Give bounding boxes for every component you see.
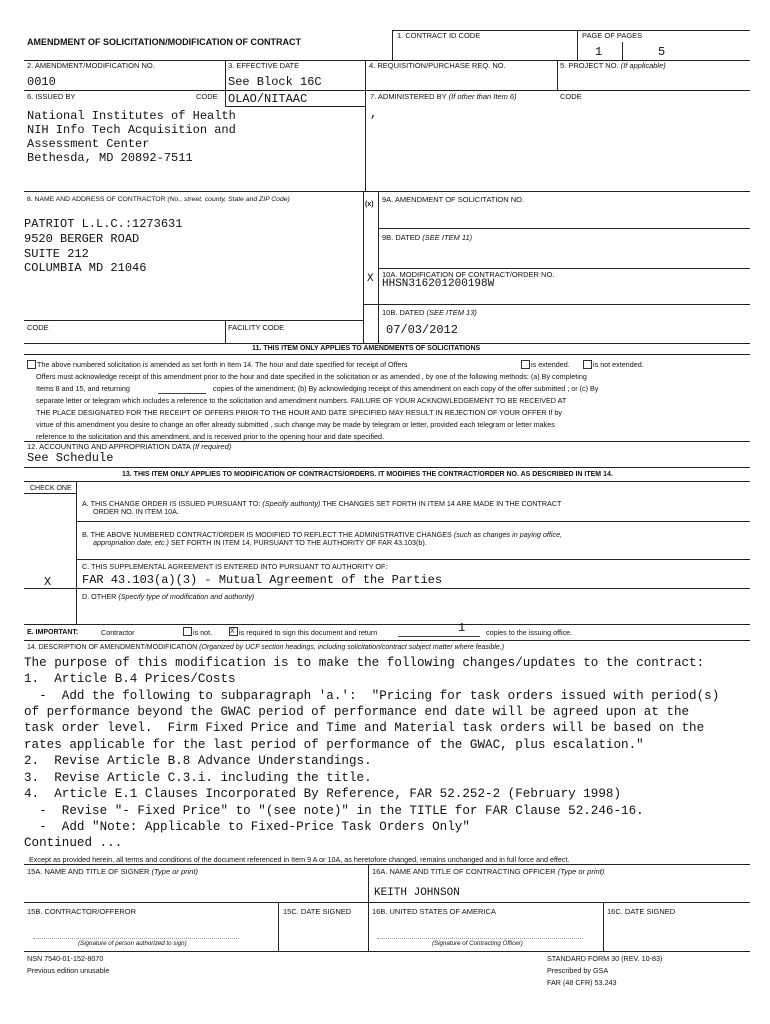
copies-text: copies to the issuing office. — [486, 628, 573, 637]
contractor-line: SUITE 212 — [24, 247, 89, 261]
administered-value: , — [370, 107, 378, 121]
modification-10a-label: 10A. MODIFICATION OF CONTRACT/ORDER NO. — [382, 270, 555, 279]
effective-date-value: See Block 16C — [228, 75, 322, 89]
divider — [368, 864, 369, 951]
row-line — [24, 90, 750, 91]
item-11-text: separate letter or telegram which includes a reference to the solicitation and amendment numbers. FAILURE OF YOUR ACKNOWLEDGEMENT TO BE RECEIVED AT — [36, 396, 567, 405]
description-line: - Add "Note: Applicable to Fixed-Price Task Orders Only" — [24, 820, 470, 834]
contractor-line: COLUMBIA MD 21046 — [24, 261, 147, 275]
item-13-header: 13. THIS ITEM ONLY APPLIES TO MODIFICATION OF CONTRACTS/ORDERS. IT MODIFIES THE CONTRACT/ORDER NO. AS DESCRIBED IN ITEM 14. — [122, 471, 613, 478]
row-line — [76, 521, 750, 522]
contractor-signature-line[interactable] — [33, 938, 239, 939]
amendment-solicitation-label: 9A. AMENDMENT OF SOLICITATION NO. — [382, 195, 525, 204]
description-line: 4. Article E.1 Clauses Incorporated By Reference, FAR 52.252-2 (February 1998) — [24, 787, 622, 801]
is-not-extended-checkbox[interactable] — [583, 360, 592, 369]
contractor-code-label: CODE — [27, 323, 49, 332]
row-line — [24, 354, 750, 355]
contracting-officer-name: KEITH JOHNSON — [374, 887, 460, 899]
signer-label: 15A. NAME AND TITLE OF SIGNER (Type or print) — [27, 867, 199, 876]
item-13a-text: ORDER NO. IN ITEM 10A. — [93, 507, 179, 516]
item-11-text: Offers must acknowledge receipt of this amendment prior to the hour and date specified in the solicitation or as amended , by one of the following methods: (a) By completing — [36, 372, 587, 381]
dated-10b-value: 07/03/2012 — [386, 323, 459, 337]
divider — [76, 481, 77, 624]
item-11-text: The above numbered solicitation is amended as set forth in Item 14. The hour and date specified for receipt of Offers — [37, 360, 408, 369]
description-line: rates applicable for the last period of performance of the GWAC, plus escalation." — [24, 738, 644, 752]
description-line: task order level. Firm Fixed Price and Time and Material task orders will be based on the — [24, 721, 705, 735]
important-label: E. IMPORTANT: — [27, 629, 79, 636]
previous-edition-note: Previous edition unusable — [27, 966, 110, 975]
item-13c-text: C. THIS SUPPLEMENTAL AGREEMENT IS ENTERED INTO PURSUANT TO AUTHORITY OF: — [82, 562, 388, 571]
row-line — [363, 304, 750, 305]
divider — [603, 902, 604, 951]
row-line — [24, 588, 750, 589]
signature-person-caption: (Signature of person authorized to sign) — [78, 940, 187, 947]
description-line: 1. Article B.4 Prices/Costs — [24, 672, 236, 686]
contract-order-number: HHSN316201200198W — [382, 278, 495, 290]
issued-by-line: NIH Info Tech Acquisition and — [27, 123, 236, 137]
row-line — [24, 902, 750, 903]
row-line — [378, 268, 750, 269]
item-11-text: copies of the amendment; (b) By acknowledging receipt of this amendment on each copy of the offer submitted ; or (c) By — [213, 384, 599, 393]
issued-by-line: National Institutes of Health — [27, 109, 236, 123]
contractor-line: PATRIOT L.L.C.:1273631 — [24, 217, 183, 231]
row-line — [24, 320, 363, 321]
description-line: The purpose of this modification is to make the following changes/updates to the contract: — [24, 656, 705, 670]
description-line: of performance beyond the GWAC period of performance end date will be agreed upon at the — [24, 705, 690, 719]
row-line — [24, 951, 750, 952]
contractor-word: Contractor — [101, 628, 135, 637]
item-13d-text: D. OTHER (Specify type of modification and authority) — [82, 592, 255, 601]
item-13c-authority: FAR 43.103(a)(3) - Mutual Agreement of the Parties — [82, 573, 443, 587]
issued-by-line: Bethesda, MD 20892-7511 — [27, 151, 193, 165]
divider — [278, 902, 279, 951]
description-line: - Revise "- Fixed Price" to "(see note)" in the TITLE for FAR Clause 52.246-16. — [24, 804, 644, 818]
is-extended-label: is extended. — [531, 360, 570, 369]
row-line — [24, 493, 76, 494]
contracting-officer-label: 16A. NAME AND TITLE OF CONTRACTING OFFICER (Type or print) — [372, 867, 605, 876]
contractor-line: 9520 BERGER ROAD — [24, 232, 140, 246]
description-label: 14. DESCRIPTION OF AMENDMENT/MODIFICATION (Organized by UCF section headings, including solicitation/contract subject matter where feasible.) — [27, 644, 505, 651]
item-13c-mark: X — [44, 575, 52, 589]
nsn-number: NSN 7540-01-152-8070 — [27, 954, 104, 963]
row-line — [24, 624, 750, 625]
item-11-header: 11. THIS ITEM ONLY APPLIES TO AMENDMENTS OF SOLICITATIONS — [252, 345, 481, 352]
x-column-header: (x) — [365, 201, 374, 208]
form-title: AMENDMENT OF SOLICITATION/MODIFICATION OF CONTRACT — [27, 37, 301, 47]
far-citation: FAR (48 CFR) 53.243 — [547, 978, 617, 987]
copies-line — [398, 636, 480, 637]
administered-by-label: 7. ADMINISTERED BY (If other than Item 6) — [370, 92, 517, 101]
dated-9b-label: 9B. DATED (SEE ITEM 11) — [382, 233, 473, 242]
dated-10b-label: 10B. DATED (SEE ITEM 13) — [382, 308, 477, 317]
item-11-text: THE PLACE DESIGNATED FOR THE RECEIPT OF OFFERS PRIOR TO THE HOUR AND DATE SPECIFIED MAY RESULT IN REJECTION OF YOUR OFFER If by — [36, 408, 562, 417]
modification-10a-mark: X — [367, 273, 374, 285]
divider — [622, 42, 623, 60]
row-line — [24, 481, 750, 482]
description-line: 3. Revise Article C.3.i. including the title. — [24, 771, 372, 785]
page-label: PAGE OF PAGES — [582, 31, 643, 40]
row-line — [24, 864, 750, 865]
is-not-extended-label: is not extended. — [593, 360, 644, 369]
administered-code-label: CODE — [560, 92, 582, 101]
facility-code-label: FACILITY CODE — [228, 323, 285, 332]
total-pages: 5 — [658, 45, 666, 59]
divider — [392, 30, 393, 60]
prescribed-by: Prescribed by GSA — [547, 966, 609, 975]
divider — [225, 320, 226, 343]
check-one-label: CHECK ONE — [30, 485, 72, 492]
is-extended-checkbox[interactable] — [521, 360, 530, 369]
divider — [365, 90, 366, 191]
item-13b-text: B. THE ABOVE NUMBERED CONTRACT/ORDER IS MODIFIED TO REFLECT THE ADMINISTRATIVE CHANGES (such as changes in paying office, — [82, 530, 563, 539]
issued-code-label: CODE — [196, 92, 218, 101]
is-required-check-mark: X — [230, 628, 235, 635]
amendment-no-label: 2. AMENDMENT/MODIFICATION NO. — [27, 61, 155, 70]
accounting-value: See Schedule — [27, 451, 114, 465]
divider — [557, 60, 558, 90]
except-text: Except as provided herein, all terms and conditions of the document referenced in Item 9 A or 10A, as heretofore changed, remains unchanged and in full force and effect. — [29, 855, 570, 864]
amendment-no-value: 0010 — [27, 75, 56, 89]
requisition-label: 4. REQUISITION/PURCHASE REQ. NO. — [369, 61, 506, 70]
divider — [577, 30, 578, 60]
solicitation-amended-checkbox[interactable] — [27, 360, 36, 369]
date-signed-16c-label: 16C. DATE SIGNED — [607, 907, 676, 916]
description-line: 2. Revise Article B.8 Advance Understandings. — [24, 754, 372, 768]
item-11-text: reference to the solicitation and this amendment, and is received prior to the opening hour and date specified. — [36, 432, 385, 441]
effective-date-label: 3. EFFECTIVE DATE — [228, 61, 300, 70]
is-not-checkbox[interactable] — [183, 627, 192, 636]
row-line — [24, 467, 750, 468]
item-11-text: virtue of this amendment you desire to change an offer already submitted , such change may be made by telegram or letter, provided each telegram or letter makes — [36, 420, 555, 429]
issued-by-label: 6. ISSUED BY — [27, 92, 76, 101]
signature-officer-caption: (Signature of Contracting Officer) — [432, 940, 523, 947]
is-required-text: is required to sign this document and return — [239, 628, 378, 637]
row-line — [24, 343, 750, 344]
item-11-text: Items 8 and 15, and returning — [36, 384, 130, 393]
row-line — [24, 191, 750, 192]
officer-signature-line[interactable] — [377, 938, 583, 939]
row-line — [76, 559, 750, 560]
accounting-label: 12. ACCOUNTING AND APPROPRIATION DATA (If required) — [27, 442, 232, 451]
row-line — [378, 228, 750, 229]
divider — [363, 191, 364, 343]
divider — [378, 191, 379, 343]
issued-code-value: OLAO/NITAAC — [228, 92, 308, 106]
row-line — [24, 640, 750, 641]
copies-blank — [158, 393, 206, 394]
contract-id-label: 1. CONTRACT ID CODE — [397, 31, 481, 40]
item-13b-text: appropriation date, etc.) SET FORTH IN ITEM 14, PURSUANT TO THE AUTHORITY OF FAR 43.103(b). — [93, 538, 427, 547]
issued-by-line: Assessment Center — [27, 137, 150, 151]
description-line: - Add the following to subparagraph 'a.': "Pricing for task orders issued with period(s) — [24, 689, 720, 703]
page-number: 1 — [595, 45, 603, 59]
item-13a-text: A. THIS CHANGE ORDER IS ISSUED PURSUANT TO: (Specify authority) THE CHANGES SET FORTH IN ITEM 14 ARE MADE IN THE CONTRACT — [82, 499, 562, 508]
description-line: Continued ... — [24, 836, 123, 850]
project-no-label: 5. PROJECT NO. (If applicable) — [560, 61, 666, 70]
divider — [225, 60, 226, 106]
copies-count: 1 — [458, 621, 466, 635]
date-signed-15c-label: 15C. DATE SIGNED — [283, 907, 352, 916]
standard-form-number: STANDARD FORM 30 (REV. 10-83) — [547, 954, 663, 963]
united-states-label: 16B. UNITED STATES OF AMERICA — [372, 907, 496, 916]
contractor-label: 8. NAME AND ADDRESS OF CONTRACTOR (No., street, county, State and ZIP Code) — [27, 196, 290, 203]
is-not-label: is not. — [193, 628, 213, 637]
contractor-offeror-label: 15B. CONTRACTOR/OFFEROR — [27, 907, 137, 916]
